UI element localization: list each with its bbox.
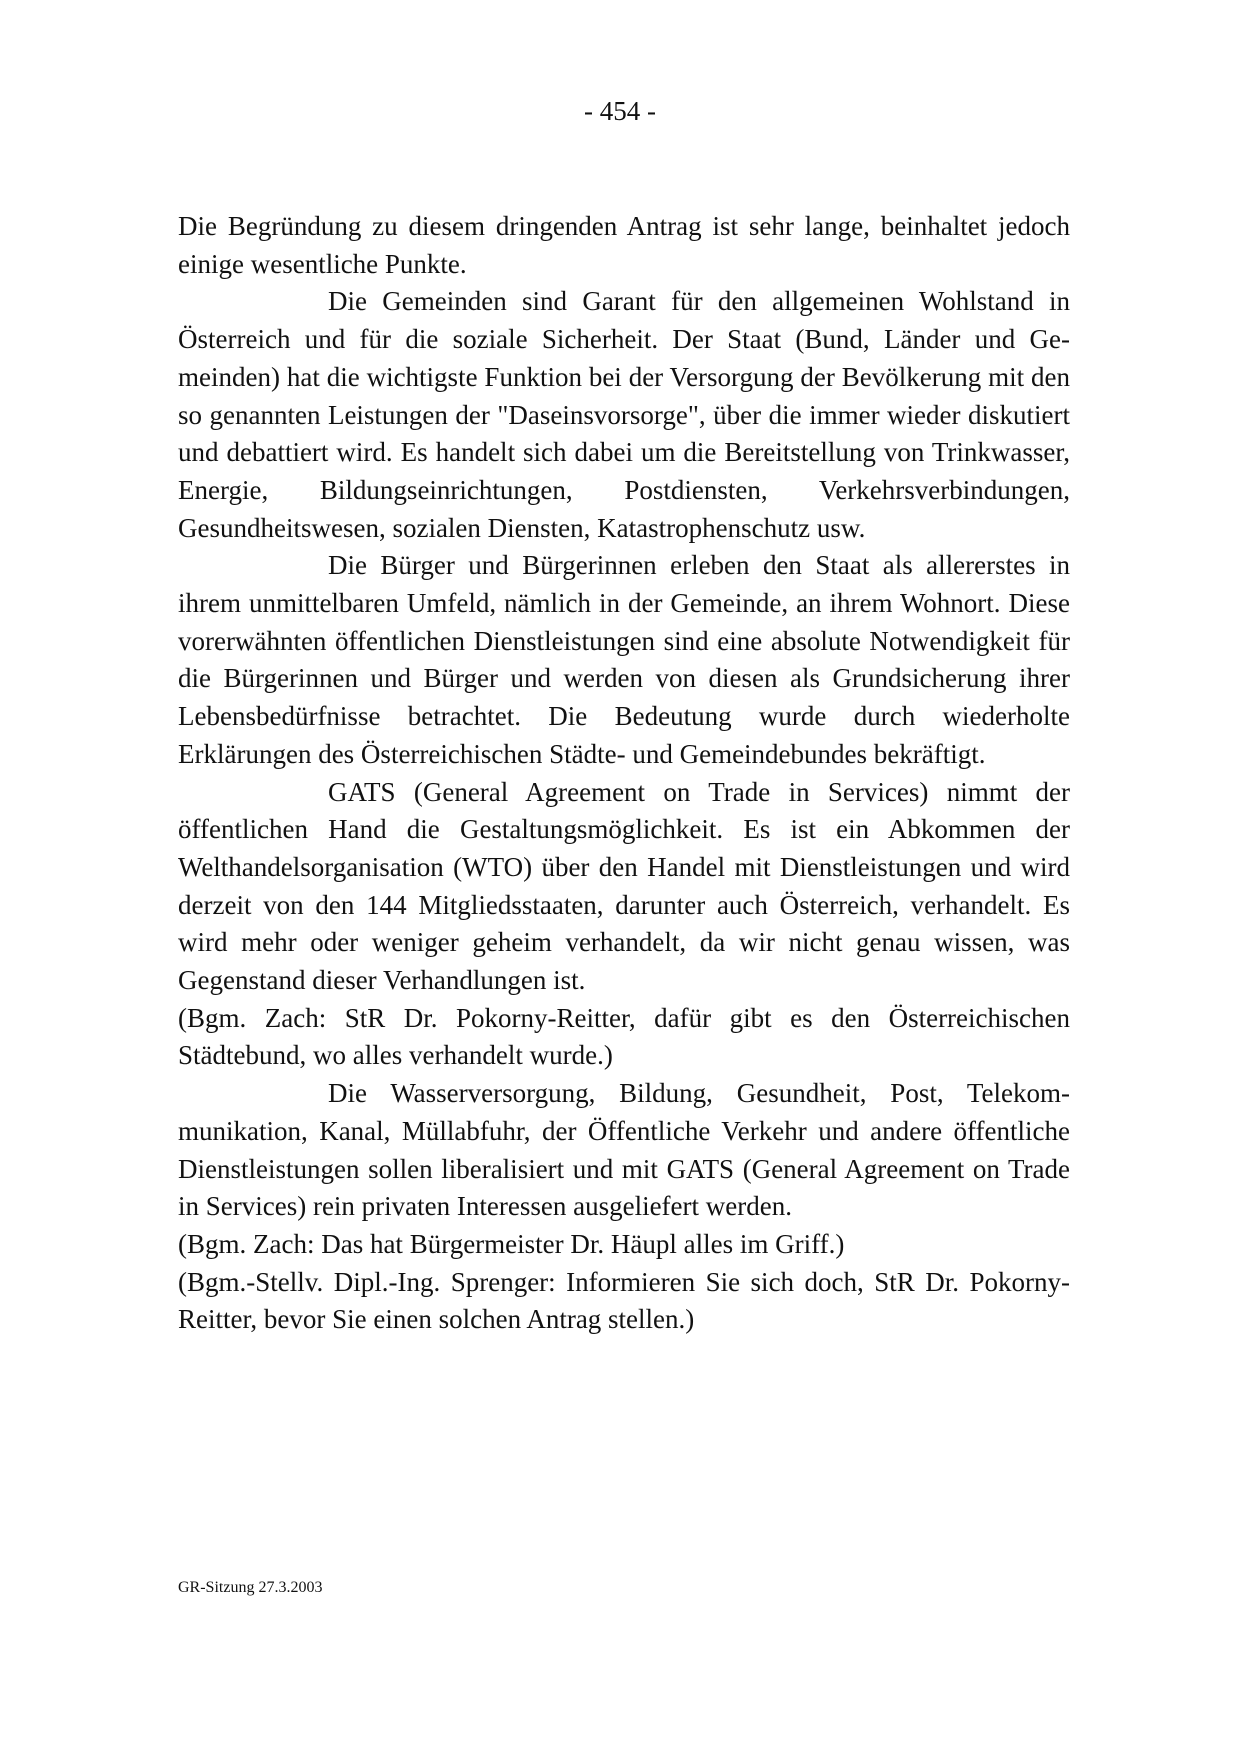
interjection-zach-haeupl: (Bgm. Zach: Das hat Bürgermeister Dr. Häupl alles im Griff.)	[178, 1228, 845, 1259]
page-number: - 454 -	[584, 96, 656, 126]
paragraph-buerger: Die Bürger und Bürgerinnen erleben den Staat als allererstes in ihrem unmittelbaren Umfeld, nämlich in der Gemeinde, an ihrem Wohnort. Diese vorerwähnten öffentlichen Dienstleistungen sind eine absolute Notwendigkeit für die Bürgerinnen und Bürger und werden von diesen als Grundsicherung ihrer Lebensbedürfnisse betrachtet. Die Bedeutung wurde durch wiederholte Erklärungen des Österreichischen Städte- und Gemeindebundes bekräftigt.	[178, 550, 1070, 769]
footer-session-date: GR-Sitzung 27.3.2003	[178, 1579, 323, 1596]
interjection-zach-staedtebund: (Bgm. Zach: StR Dr. Pokorny-Reitter, dafür gibt es den Österreichischen Städtebund, wo alles verhandelt wurde.)	[178, 1002, 1070, 1071]
paragraph-intro: Die Begründung zu diesem dringenden Antrag ist sehr lange, beinhaltet jedoch einige wesentliche Punkte.	[178, 211, 1070, 279]
paragraph-wasserversorgung: Die Wasserversorgung, Bildung, Gesundheit, Post, Telekommunikation, Kanal, Müllabfuhr, der Öffentliche Verkehr und andere öffentliche Dienstleistungen sollen liberalisiert und mit GATS (General Agreement on Trade in Services) rein privaten Interessen ausgeliefert werden.	[178, 1078, 1070, 1222]
document-body	[178, 208, 1070, 1339]
paragraph-gemeinden: Die Gemeinden sind Garant für den allgemeinen Wohlstand in Österreich und für die soziale Sicherheit. Der Staat (Bund, Länder und Gemeinden) hat die wichtigste Funktion bei der Versorgung der Bevölkerung mit den so genannten Leistungen der "Daseinsvorsorge", über die immer wieder diskutiert und debattiert wird. Es handelt sich dabei um die Bereitstellung von Trinkwasser, Energie, Bildungseinrichtungen, Postdiensten, Verkehrsverbindungen, Gesundheitswesen, sozialen Diensten, Katastrophenschutz usw.	[178, 286, 1070, 543]
paragraph-gats: GATS (General Agreement on Trade in Services) nimmt der öffentlichen Hand die Gestaltungsmöglichkeit. Es ist ein Abkommen der Welthandelsorganisation (WTO) über den Handel mit Dienstleistungen und wird derzeit von den 144 Mitgliedsstaaten, darunter auch Österreich, verhandelt. Es wird mehr oder weniger geheim verhandelt, da wir nicht genau wissen, was Gegenstand dieser Verhandlungen ist.	[178, 776, 1070, 996]
interjection-sprenger: (Bgm.-Stellv. Dipl.-Ing. Sprenger: Informieren Sie sich doch, StR Dr. Pokorny-Reitter, bevor Sie einen solchen Antrag stellen.)	[178, 1266, 1070, 1335]
